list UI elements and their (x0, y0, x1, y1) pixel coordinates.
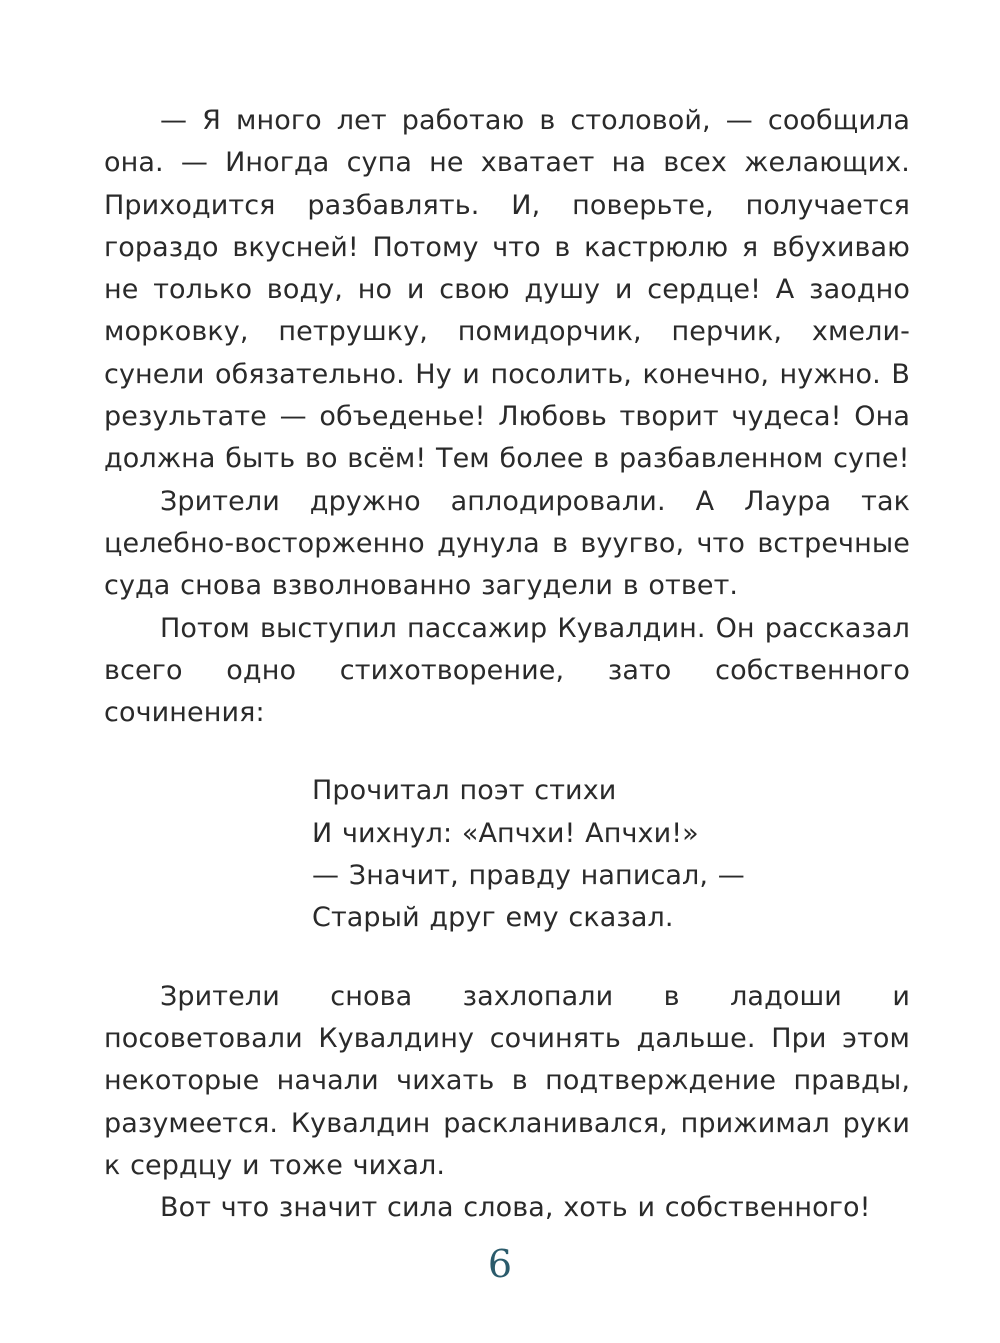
paragraph-cook-speech: — Я много лет работаю в столовой, — сообщила она. — Иногда супа не хватает на всех желающих. Приходится разбавлять. И, поверьте, получается гораздо вкусней! Потому что в кастрюлю я вбухиваю не только воду, но и свою душу и сердце! А заодно морковку, петрушку, помидорчик, перчик, хмели-сунели обязательно. Ну и посолить, конечно, нужно. В результате — объеденье! Любовь творит чудеса! Она должна быть во всём! Тем более в разбавленном супе! (104, 105, 910, 475)
poem (312, 770, 910, 939)
page-number: 6 (487, 1242, 513, 1286)
poem-line: Прочитал поэт стихи (312, 775, 617, 807)
poem-line: И чихнул: «Апчхи! Апчхи!» (312, 817, 699, 849)
paragraph-audience-reaction: Зрители снова захлопали в ладоши и посоветовали Кувалдину сочинять дальше. При этом некоторые начали чихать в подтверждение правды, разумеется. Кувалдин раскланивался, прижимал руки к сердцу и тоже чихал. (104, 980, 910, 1181)
paragraph-kuvaldin-intro: Потом выступил пассажир Кувалдин. Он рассказал всего одно стихотворение, зато собственного сочинения: (104, 612, 910, 729)
paragraph-conclusion: Вот что значит сила слова, хоть и собственного! (160, 1192, 871, 1224)
poem-line: Старый друг ему сказал. (312, 902, 674, 934)
poem-line: — Значит, правду написал, — (312, 860, 745, 892)
page-body (104, 100, 910, 1229)
paragraph-audience-applause: Зрители дружно аплодировали. А Лаура так целебно-восторженно дунула в вуугво, что встречные суда снова взволнованно загудели в ответ. (104, 485, 910, 602)
